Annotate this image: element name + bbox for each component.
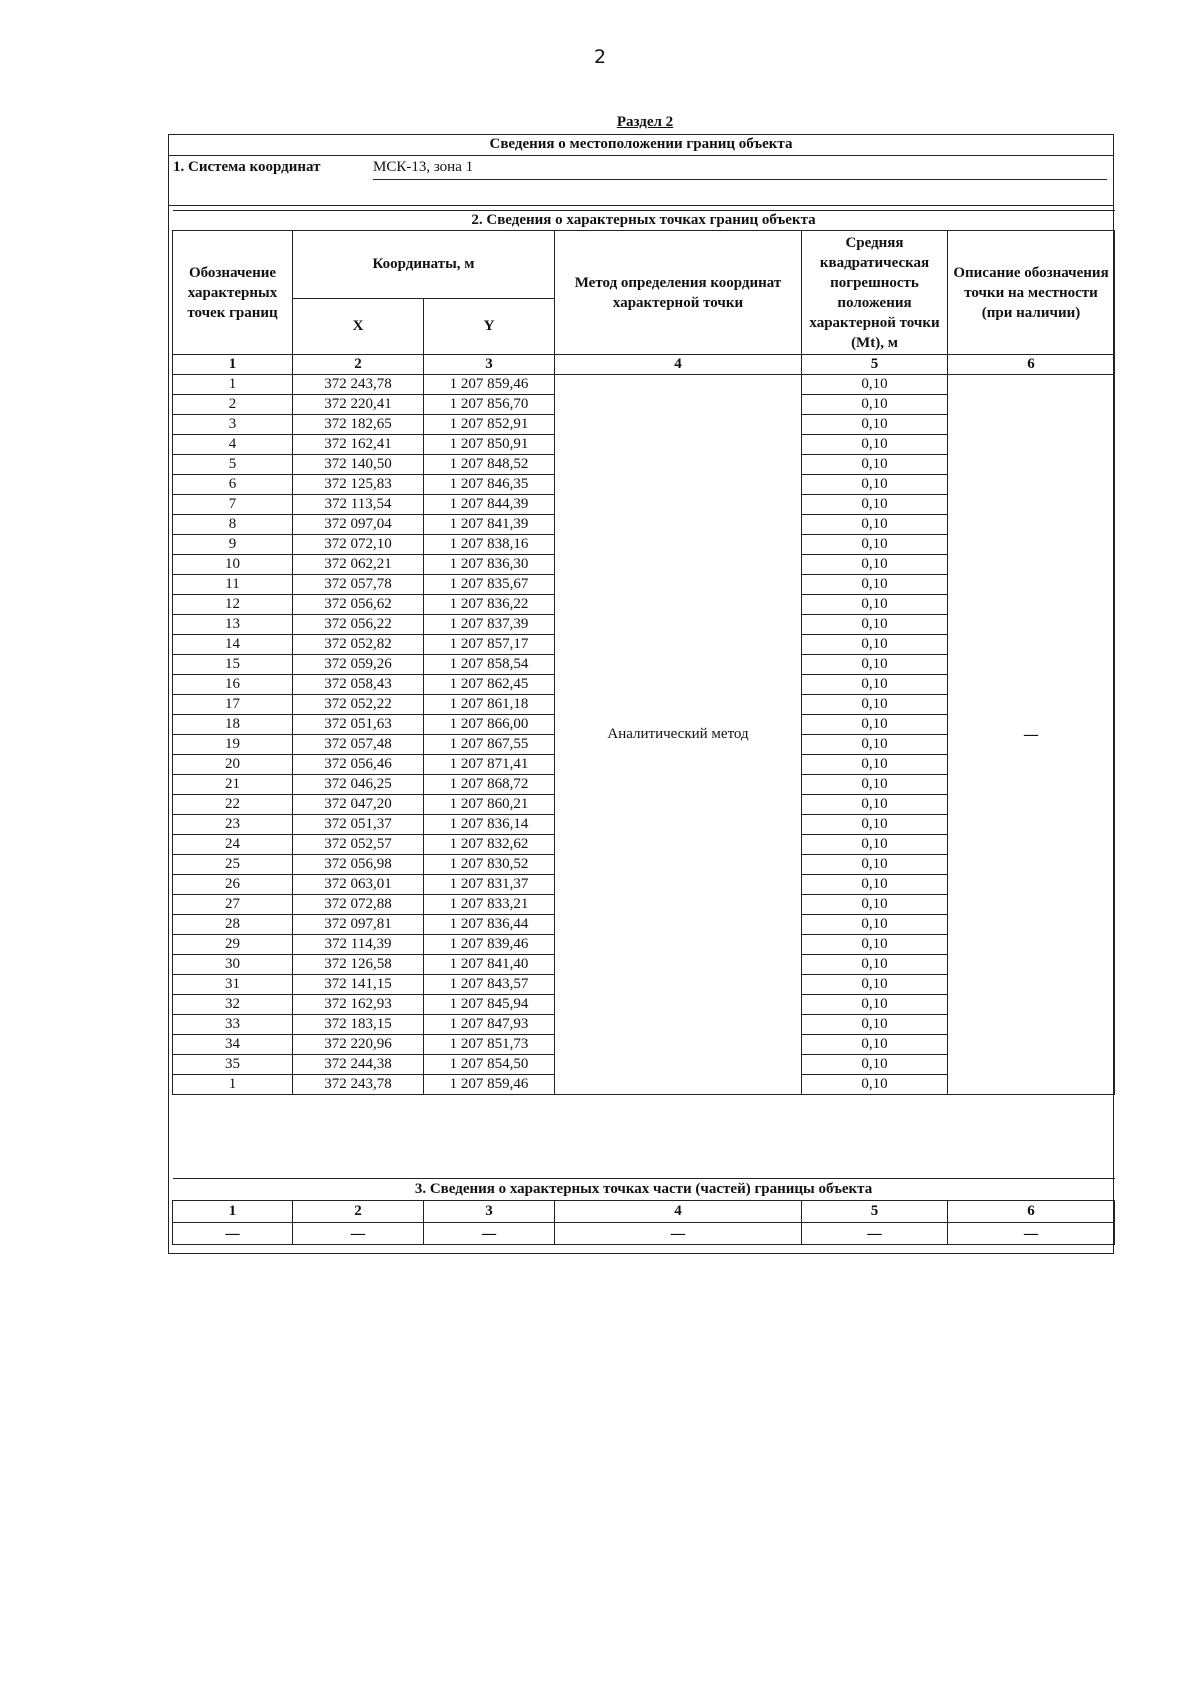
point-y: 1 207 843,57 — [424, 975, 555, 995]
column-number: 4 — [555, 355, 802, 375]
point-id: 14 — [173, 635, 293, 655]
point-y: 1 207 867,55 — [424, 735, 555, 755]
point-id: 22 — [173, 795, 293, 815]
point-accuracy: 0,10 — [802, 975, 948, 995]
point-id: 6 — [173, 475, 293, 495]
point-x: 372 052,57 — [293, 835, 424, 855]
empty-cell: — — [424, 1223, 555, 1245]
point-x: 372 072,88 — [293, 895, 424, 915]
point-id: 18 — [173, 715, 293, 735]
point-y: 1 207 838,16 — [424, 535, 555, 555]
point-id: 10 — [173, 555, 293, 575]
point-accuracy: 0,10 — [802, 375, 948, 395]
header-accuracy: Средняя квадратическая погрешность положения характерной точки (Mt), м — [802, 231, 948, 355]
point-accuracy: 0,10 — [802, 575, 948, 595]
point-accuracy: 0,10 — [802, 1055, 948, 1075]
point-accuracy: 0,10 — [802, 655, 948, 675]
header-x: X — [293, 299, 424, 355]
point-x: 372 052,22 — [293, 695, 424, 715]
column-number: 2 — [293, 355, 424, 375]
point-y: 1 207 854,50 — [424, 1055, 555, 1075]
point-y: 1 207 850,91 — [424, 435, 555, 455]
point-y: 1 207 866,00 — [424, 715, 555, 735]
column-number: 1 — [173, 1201, 293, 1223]
column-number: 6 — [948, 1201, 1115, 1223]
point-x: 372 057,78 — [293, 575, 424, 595]
header-y: Y — [424, 299, 555, 355]
point-id: 9 — [173, 535, 293, 555]
point-accuracy: 0,10 — [802, 1015, 948, 1035]
point-id: 28 — [173, 915, 293, 935]
empty-cell: — — [948, 1223, 1115, 1245]
point-y: 1 207 868,72 — [424, 775, 555, 795]
point-y: 1 207 860,21 — [424, 795, 555, 815]
column-number: 4 — [555, 1201, 802, 1223]
point-x: 372 141,15 — [293, 975, 424, 995]
column-number: 3 — [424, 1201, 555, 1223]
point-x: 372 062,21 — [293, 555, 424, 575]
point-x: 372 056,22 — [293, 615, 424, 635]
point-y: 1 207 836,14 — [424, 815, 555, 835]
point-id: 8 — [173, 515, 293, 535]
point-x: 372 046,25 — [293, 775, 424, 795]
location-header: Сведения о местоположении границ объекта — [169, 135, 1113, 156]
point-x: 372 125,83 — [293, 475, 424, 495]
point-y: 1 207 831,37 — [424, 875, 555, 895]
point-accuracy: 0,10 — [802, 715, 948, 735]
point-x: 372 113,54 — [293, 495, 424, 515]
point-accuracy: 0,10 — [802, 935, 948, 955]
point-x: 372 059,26 — [293, 655, 424, 675]
column-number: 5 — [802, 355, 948, 375]
point-accuracy: 0,10 — [802, 555, 948, 575]
point-y: 1 207 839,46 — [424, 935, 555, 955]
point-x: 372 097,81 — [293, 915, 424, 935]
point-id: 21 — [173, 775, 293, 795]
point-id: 35 — [173, 1055, 293, 1075]
empty-cell: — — [555, 1223, 802, 1245]
point-id: 33 — [173, 1015, 293, 1035]
coordinate-system-line — [173, 156, 1107, 182]
point-x: 372 047,20 — [293, 795, 424, 815]
point-accuracy: 0,10 — [802, 755, 948, 775]
point-y: 1 207 862,45 — [424, 675, 555, 695]
point-y: 1 207 845,94 — [424, 995, 555, 1015]
point-accuracy: 0,10 — [802, 595, 948, 615]
point-accuracy: 0,10 — [802, 855, 948, 875]
point-accuracy: 0,10 — [802, 675, 948, 695]
point-accuracy: 0,10 — [802, 1035, 948, 1055]
point-accuracy: 0,10 — [802, 475, 948, 495]
point-id: 29 — [173, 935, 293, 955]
point-id: 5 — [173, 455, 293, 475]
column-number: 3 — [424, 355, 555, 375]
point-id: 23 — [173, 815, 293, 835]
point-accuracy: 0,10 — [802, 895, 948, 915]
point-id: 12 — [173, 595, 293, 615]
point-y: 1 207 847,93 — [424, 1015, 555, 1035]
point-y: 1 207 830,52 — [424, 855, 555, 875]
point-accuracy: 0,10 — [802, 775, 948, 795]
point-accuracy: 0,10 — [802, 915, 948, 935]
point-id: 30 — [173, 955, 293, 975]
point-y: 1 207 837,39 — [424, 615, 555, 635]
point-accuracy: 0,10 — [802, 795, 948, 815]
point-accuracy: 0,10 — [802, 435, 948, 455]
point-accuracy: 0,10 — [802, 1075, 948, 1095]
point-id: 17 — [173, 695, 293, 715]
empty-cell: — — [173, 1223, 293, 1245]
point-id: 19 — [173, 735, 293, 755]
point-x: 372 244,38 — [293, 1055, 424, 1075]
table-row — [173, 375, 1115, 395]
point-id: 25 — [173, 855, 293, 875]
column-number: 5 — [802, 1201, 948, 1223]
point-accuracy: 0,10 — [802, 815, 948, 835]
point-y: 1 207 841,40 — [424, 955, 555, 975]
point-x: 372 063,01 — [293, 875, 424, 895]
point-id: 26 — [173, 875, 293, 895]
empty-cell: — — [802, 1223, 948, 1245]
point-y: 1 207 859,46 — [424, 375, 555, 395]
point-x: 372 140,50 — [293, 455, 424, 475]
point-x: 372 126,58 — [293, 955, 424, 975]
point-y: 1 207 836,22 — [424, 595, 555, 615]
point-accuracy: 0,10 — [802, 495, 948, 515]
point-x: 372 243,78 — [293, 375, 424, 395]
point-id: 24 — [173, 835, 293, 855]
point-id: 34 — [173, 1035, 293, 1055]
point-x: 372 220,41 — [293, 395, 424, 415]
point-id: 2 — [173, 395, 293, 415]
point-x: 372 220,96 — [293, 1035, 424, 1055]
point-id: 15 — [173, 655, 293, 675]
header-method: Метод определения координат характерной точки — [555, 231, 802, 355]
point-accuracy: 0,10 — [802, 735, 948, 755]
point-id: 16 — [173, 675, 293, 695]
method-cell: Аналитический метод — [555, 375, 802, 1095]
point-y: 1 207 832,62 — [424, 835, 555, 855]
points-table — [172, 210, 1115, 1095]
point-y: 1 207 835,67 — [424, 575, 555, 595]
point-id: 7 — [173, 495, 293, 515]
point-x: 372 056,46 — [293, 755, 424, 775]
point-x: 372 183,15 — [293, 1015, 424, 1035]
points-section-title: 2. Сведения о характерных точках границ объекта — [173, 211, 1115, 231]
point-x: 372 097,04 — [293, 515, 424, 535]
description-cell: — — [948, 375, 1115, 1095]
point-y: 1 207 841,39 — [424, 515, 555, 535]
header-designation: Обозначение характерных точек границ — [173, 231, 293, 355]
point-x: 372 162,41 — [293, 435, 424, 455]
point-id: 4 — [173, 435, 293, 455]
header-description: Описание обозначения точки на местности (при наличии) — [948, 231, 1115, 355]
point-accuracy: 0,10 — [802, 395, 948, 415]
point-y: 1 207 851,73 — [424, 1035, 555, 1055]
point-y: 1 207 861,18 — [424, 695, 555, 715]
point-x: 372 072,10 — [293, 535, 424, 555]
header-coordinates: Координаты, м — [293, 231, 555, 299]
point-y: 1 207 833,21 — [424, 895, 555, 915]
point-x: 372 051,63 — [293, 715, 424, 735]
part-points-table — [172, 1178, 1115, 1245]
point-y: 1 207 846,35 — [424, 475, 555, 495]
point-y: 1 207 848,52 — [424, 455, 555, 475]
point-y: 1 207 859,46 — [424, 1075, 555, 1095]
point-y: 1 207 836,30 — [424, 555, 555, 575]
point-y: 1 207 852,91 — [424, 415, 555, 435]
point-id: 1 — [173, 1075, 293, 1095]
point-accuracy: 0,10 — [802, 415, 948, 435]
point-x: 372 056,98 — [293, 855, 424, 875]
point-x: 372 058,43 — [293, 675, 424, 695]
point-x: 372 056,62 — [293, 595, 424, 615]
coordinate-system-value: МСК-13, зона 1 — [373, 159, 1107, 180]
point-id: 11 — [173, 575, 293, 595]
point-id: 20 — [173, 755, 293, 775]
point-y: 1 207 856,70 — [424, 395, 555, 415]
point-x: 372 162,93 — [293, 995, 424, 1015]
point-id: 1 — [173, 375, 293, 395]
point-accuracy: 0,10 — [802, 995, 948, 1015]
column-number: 6 — [948, 355, 1115, 375]
coordinate-system-label: 1. Система координат — [173, 159, 321, 175]
point-y: 1 207 836,44 — [424, 915, 555, 935]
point-y: 1 207 857,17 — [424, 635, 555, 655]
point-y: 1 207 844,39 — [424, 495, 555, 515]
column-number: 1 — [173, 355, 293, 375]
point-y: 1 207 871,41 — [424, 755, 555, 775]
section-title: Раздел 2 — [616, 114, 674, 130]
separator-line — [169, 205, 1113, 206]
column-number: 2 — [293, 1201, 424, 1223]
point-x: 372 051,37 — [293, 815, 424, 835]
point-x: 372 182,65 — [293, 415, 424, 435]
point-id: 32 — [173, 995, 293, 1015]
point-y: 1 207 858,54 — [424, 655, 555, 675]
point-id: 31 — [173, 975, 293, 995]
point-id: 13 — [173, 615, 293, 635]
point-x: 372 114,39 — [293, 935, 424, 955]
point-id: 27 — [173, 895, 293, 915]
point-accuracy: 0,10 — [802, 515, 948, 535]
point-accuracy: 0,10 — [802, 955, 948, 975]
point-accuracy: 0,10 — [802, 835, 948, 855]
point-accuracy: 0,10 — [802, 535, 948, 555]
point-x: 372 052,82 — [293, 635, 424, 655]
page-number: 2 — [593, 46, 607, 68]
point-id: 3 — [173, 415, 293, 435]
point-accuracy: 0,10 — [802, 695, 948, 715]
point-x: 372 057,48 — [293, 735, 424, 755]
point-accuracy: 0,10 — [802, 615, 948, 635]
point-accuracy: 0,10 — [802, 635, 948, 655]
point-x: 372 243,78 — [293, 1075, 424, 1095]
part-section-title: 3. Сведения о характерных точках части (частей) границы объекта — [173, 1179, 1115, 1201]
point-accuracy: 0,10 — [802, 455, 948, 475]
empty-cell: — — [293, 1223, 424, 1245]
point-accuracy: 0,10 — [802, 875, 948, 895]
